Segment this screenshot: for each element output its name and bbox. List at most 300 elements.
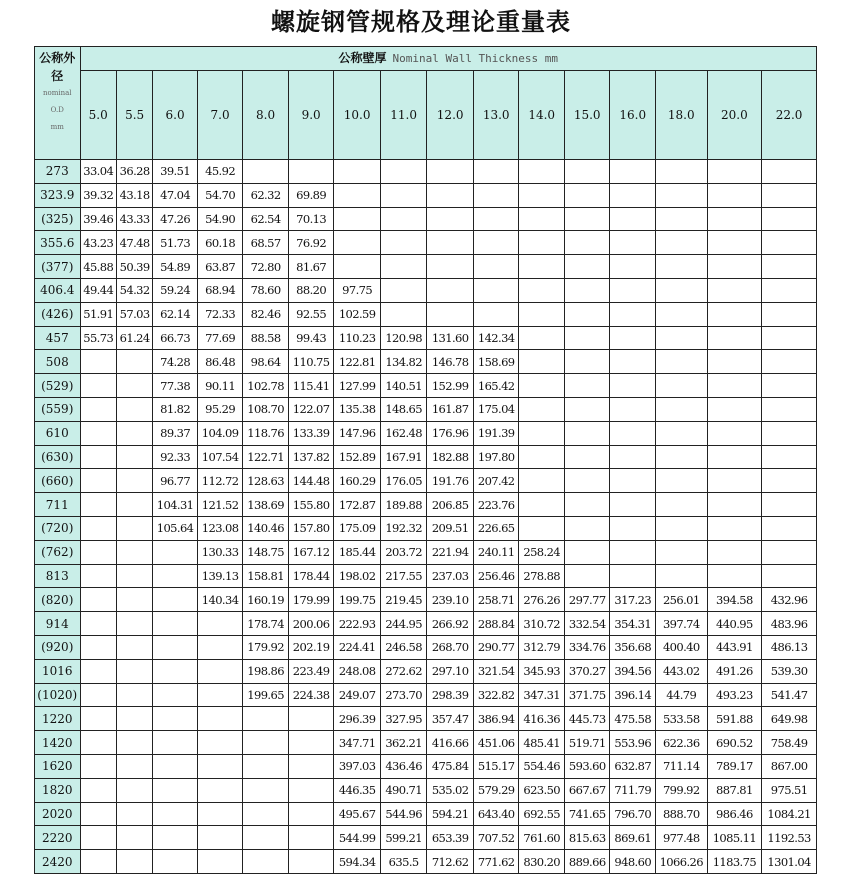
weight-cell: 741.65 xyxy=(564,802,610,826)
weight-cell: 128.63 xyxy=(243,469,289,493)
table-row xyxy=(35,278,817,302)
weight-cell xyxy=(519,278,565,302)
weight-cell: 799.92 xyxy=(655,778,707,802)
weight-cell: 43.18 xyxy=(116,183,152,207)
weight-cell xyxy=(288,802,334,826)
weight-cell xyxy=(707,421,762,445)
weight-cell: 191.39 xyxy=(473,421,519,445)
weight-cell: 258.24 xyxy=(519,540,565,564)
weight-cell xyxy=(116,516,152,540)
weight-cell xyxy=(473,207,519,231)
weight-cell xyxy=(80,683,116,707)
thickness-header: 5.5 xyxy=(116,71,152,160)
table-row xyxy=(35,231,817,255)
weight-cell: 98.64 xyxy=(243,350,289,374)
weight-cell xyxy=(564,160,610,184)
weight-cell: 182.88 xyxy=(427,445,474,469)
weight-cell xyxy=(197,802,243,826)
weight-cell: 49.44 xyxy=(80,278,116,302)
weight-cell xyxy=(655,350,707,374)
weight-cell: 130.33 xyxy=(197,540,243,564)
weight-cell: 1301.04 xyxy=(762,850,817,874)
weight-cell: 189.88 xyxy=(380,493,427,517)
weight-cell: 72.33 xyxy=(197,302,243,326)
weight-cell: 107.54 xyxy=(197,445,243,469)
weight-cell: 357.47 xyxy=(427,707,474,731)
weight-cell: 165.42 xyxy=(473,374,519,398)
thickness-header: 8.0 xyxy=(243,71,289,160)
weight-cell xyxy=(153,754,198,778)
weight-cell: 96.77 xyxy=(153,469,198,493)
weight-cell: 312.79 xyxy=(519,635,565,659)
weight-cell: 1084.21 xyxy=(762,802,817,826)
od-cell: 406.4 xyxy=(35,278,81,302)
weight-cell: 248.08 xyxy=(334,659,381,683)
table-row xyxy=(35,707,817,731)
weight-cell xyxy=(564,493,610,517)
weight-cell: 332.54 xyxy=(564,612,610,636)
thickness-header: 11.0 xyxy=(380,71,427,160)
weight-cell xyxy=(80,802,116,826)
weight-cell xyxy=(655,374,707,398)
weight-cell: 445.73 xyxy=(564,707,610,731)
weight-cell: 209.51 xyxy=(427,516,474,540)
table-row xyxy=(35,754,817,778)
weight-cell: 175.09 xyxy=(334,516,381,540)
weight-cell: 155.80 xyxy=(288,493,334,517)
weight-cell: 475.84 xyxy=(427,754,474,778)
weight-cell: 327.95 xyxy=(380,707,427,731)
weight-cell: 152.89 xyxy=(334,445,381,469)
weight-cell: 297.10 xyxy=(427,659,474,683)
weight-cell: 158.81 xyxy=(243,564,289,588)
weight-cell xyxy=(519,397,565,421)
table-row xyxy=(35,397,817,421)
weight-cell xyxy=(116,659,152,683)
weight-cell: 54.70 xyxy=(197,183,243,207)
weight-cell: 553.96 xyxy=(610,731,656,755)
weight-cell: 115.41 xyxy=(288,374,334,398)
weight-cell xyxy=(80,635,116,659)
od-cell: 813 xyxy=(35,564,81,588)
weight-cell: 54.89 xyxy=(153,255,198,279)
weight-cell: 63.87 xyxy=(197,255,243,279)
weight-cell: 203.72 xyxy=(380,540,427,564)
weight-cell: 396.14 xyxy=(610,683,656,707)
weight-cell xyxy=(655,397,707,421)
weight-cell: 122.07 xyxy=(288,397,334,421)
weight-cell: 623.50 xyxy=(519,778,565,802)
od-cell: (720) xyxy=(35,516,81,540)
weight-cell xyxy=(197,754,243,778)
weight-cell: 443.91 xyxy=(707,635,762,659)
thickness-header: 7.0 xyxy=(197,71,243,160)
weight-cell: 219.45 xyxy=(380,588,427,612)
weight-cell: 649.98 xyxy=(762,707,817,731)
weight-cell xyxy=(288,160,334,184)
weight-cell: 432.96 xyxy=(762,588,817,612)
od-cell: 457 xyxy=(35,326,81,350)
weight-cell: 179.99 xyxy=(288,588,334,612)
weight-cell xyxy=(655,421,707,445)
weight-cell xyxy=(707,231,762,255)
od-cell: (529) xyxy=(35,374,81,398)
weight-cell: 486.13 xyxy=(762,635,817,659)
weight-cell xyxy=(288,754,334,778)
weight-cell: 887.81 xyxy=(707,778,762,802)
weight-cell: 244.95 xyxy=(380,612,427,636)
table-row xyxy=(35,635,817,659)
weight-cell xyxy=(519,516,565,540)
od-cell: (325) xyxy=(35,207,81,231)
od-cell: 273 xyxy=(35,160,81,184)
weight-cell xyxy=(762,350,817,374)
weight-cell xyxy=(610,207,656,231)
weight-cell: 869.61 xyxy=(610,826,656,850)
weight-cell: 416.36 xyxy=(519,707,565,731)
weight-cell: 362.21 xyxy=(380,731,427,755)
weight-cell xyxy=(707,255,762,279)
weight-cell: 105.64 xyxy=(153,516,198,540)
weight-cell: 491.26 xyxy=(707,659,762,683)
weight-cell xyxy=(153,564,198,588)
weight-cell: 44.79 xyxy=(655,683,707,707)
weight-cell xyxy=(762,493,817,517)
weight-cell xyxy=(610,183,656,207)
weight-cell xyxy=(380,207,427,231)
weight-cell xyxy=(334,231,381,255)
weight-cell: 185.44 xyxy=(334,540,381,564)
weight-cell: 370.27 xyxy=(564,659,610,683)
weight-cell: 176.05 xyxy=(380,469,427,493)
weight-cell xyxy=(288,731,334,755)
weight-cell xyxy=(197,731,243,755)
weight-cell: 61.24 xyxy=(116,326,152,350)
table-row xyxy=(35,302,817,326)
weight-cell xyxy=(80,493,116,517)
weight-cell xyxy=(334,160,381,184)
weight-cell: 160.29 xyxy=(334,469,381,493)
weight-cell xyxy=(80,397,116,421)
weight-cell xyxy=(655,302,707,326)
weight-cell: 148.75 xyxy=(243,540,289,564)
weight-cell: 258.71 xyxy=(473,588,519,612)
weight-cell: 278.88 xyxy=(519,564,565,588)
weight-cell xyxy=(707,516,762,540)
wall-label-cn: 公称壁厚 xyxy=(338,51,387,65)
weight-cell xyxy=(762,469,817,493)
weight-cell: 692.55 xyxy=(519,802,565,826)
weight-cell: 888.70 xyxy=(655,802,707,826)
weight-cell: 69.89 xyxy=(288,183,334,207)
weight-cell: 47.04 xyxy=(153,183,198,207)
weight-cell: 400.40 xyxy=(655,635,707,659)
weight-cell xyxy=(655,445,707,469)
weight-cell: 493.23 xyxy=(707,683,762,707)
weight-cell: 54.90 xyxy=(197,207,243,231)
weight-cell xyxy=(334,207,381,231)
weight-cell xyxy=(519,231,565,255)
weight-cell: 199.75 xyxy=(334,588,381,612)
weight-cell: 90.11 xyxy=(197,374,243,398)
weight-cell xyxy=(519,183,565,207)
weight-cell: 206.85 xyxy=(427,493,474,517)
weight-cell: 451.06 xyxy=(473,731,519,755)
weight-cell: 667.67 xyxy=(564,778,610,802)
table-row xyxy=(35,564,817,588)
weight-cell: 157.80 xyxy=(288,516,334,540)
weight-cell xyxy=(153,802,198,826)
weight-cell: 54.32 xyxy=(116,278,152,302)
od-label-line3: nominal xyxy=(42,89,72,97)
table-row xyxy=(35,826,817,850)
weight-cell xyxy=(762,445,817,469)
weight-cell xyxy=(153,850,198,874)
weight-cell xyxy=(610,493,656,517)
weight-cell: 495.67 xyxy=(334,802,381,826)
weight-cell xyxy=(519,445,565,469)
weight-cell xyxy=(427,255,474,279)
table-row xyxy=(35,350,817,374)
weight-cell: 394.56 xyxy=(610,659,656,683)
weight-cell: 273.70 xyxy=(380,683,427,707)
weight-cell xyxy=(707,397,762,421)
weight-cell xyxy=(610,231,656,255)
weight-cell xyxy=(153,612,198,636)
weight-cell xyxy=(762,183,817,207)
weight-cell: 39.51 xyxy=(153,160,198,184)
weight-cell xyxy=(116,754,152,778)
weight-cell: 310.72 xyxy=(519,612,565,636)
weight-cell: 57.03 xyxy=(116,302,152,326)
weight-cell: 440.95 xyxy=(707,612,762,636)
weight-cell xyxy=(380,160,427,184)
weight-cell: 541.47 xyxy=(762,683,817,707)
weight-cell: 139.13 xyxy=(197,564,243,588)
weight-cell: 74.28 xyxy=(153,350,198,374)
od-cell: (377) xyxy=(35,255,81,279)
weight-cell xyxy=(473,160,519,184)
weight-cell: 224.38 xyxy=(288,683,334,707)
weight-cell xyxy=(610,302,656,326)
weight-cell: 118.76 xyxy=(243,421,289,445)
weight-cell xyxy=(519,493,565,517)
weight-cell: 371.75 xyxy=(564,683,610,707)
od-cell: (630) xyxy=(35,445,81,469)
weight-cell xyxy=(243,802,289,826)
thickness-header: 13.0 xyxy=(473,71,519,160)
weight-cell: 249.07 xyxy=(334,683,381,707)
weight-cell: 290.77 xyxy=(473,635,519,659)
weight-cell: 237.03 xyxy=(427,564,474,588)
weight-cell xyxy=(80,778,116,802)
weight-cell xyxy=(427,160,474,184)
weight-cell: 436.46 xyxy=(380,754,427,778)
weight-cell xyxy=(610,445,656,469)
weight-cell xyxy=(564,564,610,588)
weight-cell xyxy=(564,231,610,255)
weight-cell: 191.76 xyxy=(427,469,474,493)
weight-cell xyxy=(707,183,762,207)
weight-cell xyxy=(288,778,334,802)
weight-cell: 622.36 xyxy=(655,731,707,755)
weight-cell: 594.34 xyxy=(334,850,381,874)
weight-cell: 179.92 xyxy=(243,635,289,659)
table-row xyxy=(35,516,817,540)
weight-cell: 192.32 xyxy=(380,516,427,540)
weight-cell xyxy=(610,278,656,302)
table-row xyxy=(35,374,817,398)
weight-cell xyxy=(243,160,289,184)
weight-cell: 386.94 xyxy=(473,707,519,731)
weight-cell: 148.65 xyxy=(380,397,427,421)
weight-cell: 140.34 xyxy=(197,588,243,612)
weight-cell xyxy=(243,731,289,755)
weight-cell: 771.62 xyxy=(473,850,519,874)
weight-cell: 122.81 xyxy=(334,350,381,374)
weight-cell: 147.96 xyxy=(334,421,381,445)
weight-cell: 137.82 xyxy=(288,445,334,469)
weight-cell xyxy=(762,397,817,421)
weight-cell xyxy=(473,255,519,279)
weight-cell xyxy=(80,564,116,588)
thickness-header: 15.0 xyxy=(564,71,610,160)
table-row xyxy=(35,421,817,445)
weight-cell xyxy=(519,326,565,350)
weight-cell xyxy=(380,183,427,207)
weight-cell xyxy=(762,255,817,279)
weight-cell xyxy=(116,778,152,802)
od-cell: 711 xyxy=(35,493,81,517)
thickness-header: 5.0 xyxy=(80,71,116,160)
weight-cell: 92.55 xyxy=(288,302,334,326)
weight-cell: 246.58 xyxy=(380,635,427,659)
weight-cell: 33.04 xyxy=(80,160,116,184)
weight-cell: 121.52 xyxy=(197,493,243,517)
weight-cell xyxy=(380,255,427,279)
thickness-header: 12.0 xyxy=(427,71,474,160)
weight-cell: 140.51 xyxy=(380,374,427,398)
weight-cell: 591.88 xyxy=(707,707,762,731)
od-cell: (762) xyxy=(35,540,81,564)
od-cell: 914 xyxy=(35,612,81,636)
thickness-header: 6.0 xyxy=(153,71,198,160)
od-cell: 2220 xyxy=(35,826,81,850)
weight-cell xyxy=(564,183,610,207)
weight-cell xyxy=(707,445,762,469)
table-row xyxy=(35,778,817,802)
weight-cell xyxy=(610,516,656,540)
weight-cell xyxy=(473,302,519,326)
weight-cell: 43.23 xyxy=(80,231,116,255)
od-cell: (920) xyxy=(35,635,81,659)
weight-cell: 62.14 xyxy=(153,302,198,326)
weight-cell: 268.70 xyxy=(427,635,474,659)
weight-cell: 815.63 xyxy=(564,826,610,850)
weight-cell xyxy=(116,564,152,588)
weight-cell xyxy=(80,707,116,731)
weight-cell xyxy=(80,731,116,755)
table-row xyxy=(35,802,817,826)
weight-cell xyxy=(707,374,762,398)
weight-cell: 321.54 xyxy=(473,659,519,683)
weight-cell: 1192.53 xyxy=(762,826,817,850)
weight-cell xyxy=(564,207,610,231)
weight-cell xyxy=(519,350,565,374)
weight-cell: 345.93 xyxy=(519,659,565,683)
weight-cell: 95.29 xyxy=(197,397,243,421)
weight-cell xyxy=(610,160,656,184)
weight-cell: 889.66 xyxy=(564,850,610,874)
thickness-header: 22.0 xyxy=(762,71,817,160)
weight-cell xyxy=(610,469,656,493)
weight-cell: 758.49 xyxy=(762,731,817,755)
weight-cell: 533.58 xyxy=(655,707,707,731)
weight-cell xyxy=(762,231,817,255)
weight-cell: 138.69 xyxy=(243,493,289,517)
weight-cell xyxy=(243,754,289,778)
weight-cell xyxy=(564,350,610,374)
weight-cell xyxy=(762,302,817,326)
weight-cell: 867.00 xyxy=(762,754,817,778)
weight-cell xyxy=(564,302,610,326)
table-row xyxy=(35,207,817,231)
od-cell: (660) xyxy=(35,469,81,493)
weight-cell xyxy=(610,255,656,279)
weight-cell xyxy=(197,659,243,683)
thickness-header: 10.0 xyxy=(334,71,381,160)
weight-cell: 217.55 xyxy=(380,564,427,588)
weight-cell: 554.46 xyxy=(519,754,565,778)
weight-cell xyxy=(707,540,762,564)
weight-cell xyxy=(519,207,565,231)
weight-cell: 47.26 xyxy=(153,207,198,231)
table-row xyxy=(35,659,817,683)
weight-cell xyxy=(197,707,243,731)
weight-cell: 347.71 xyxy=(334,731,381,755)
weight-cell: 198.86 xyxy=(243,659,289,683)
thickness-header: 20.0 xyxy=(707,71,762,160)
weight-cell: 322.82 xyxy=(473,683,519,707)
weight-cell xyxy=(564,445,610,469)
weight-cell: 39.46 xyxy=(80,207,116,231)
od-cell: 2420 xyxy=(35,850,81,874)
od-cell: 2020 xyxy=(35,802,81,826)
weight-cell: 135.38 xyxy=(334,397,381,421)
table-row xyxy=(35,540,817,564)
weight-cell: 632.87 xyxy=(610,754,656,778)
weight-cell xyxy=(427,183,474,207)
weight-cell xyxy=(243,850,289,874)
weight-cell xyxy=(116,469,152,493)
weight-cell xyxy=(519,255,565,279)
weight-cell xyxy=(655,516,707,540)
weight-cell xyxy=(707,160,762,184)
weight-cell xyxy=(197,683,243,707)
weight-cell: 36.28 xyxy=(116,160,152,184)
weight-cell xyxy=(707,564,762,588)
weight-cell xyxy=(519,421,565,445)
weight-cell xyxy=(707,302,762,326)
weight-cell: 1183.75 xyxy=(707,850,762,874)
weight-cell: 707.52 xyxy=(473,826,519,850)
weight-cell: 50.39 xyxy=(116,255,152,279)
weight-cell xyxy=(80,445,116,469)
weight-cell xyxy=(519,302,565,326)
weight-cell: 334.76 xyxy=(564,635,610,659)
weight-cell xyxy=(116,588,152,612)
weight-cell: 82.46 xyxy=(243,302,289,326)
